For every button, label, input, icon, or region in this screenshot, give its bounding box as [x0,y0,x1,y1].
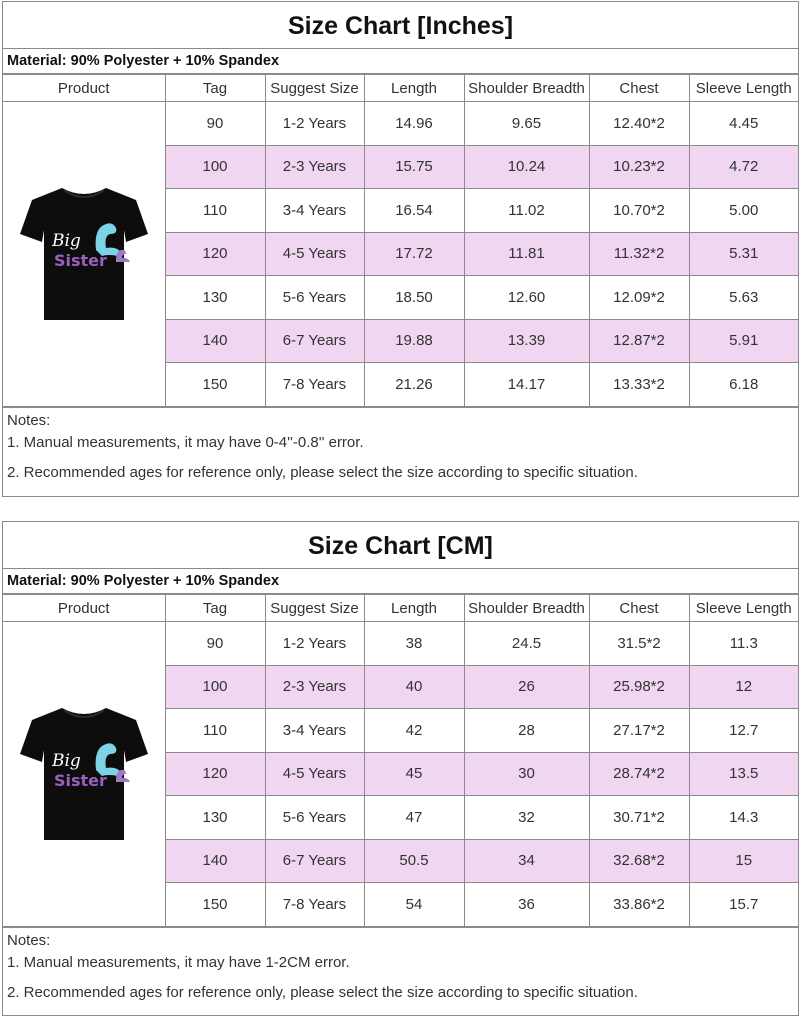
table-cell: 3-4 Years [265,189,364,233]
shirt-text-sister: Sister [53,250,107,270]
column-header: Product [3,595,165,622]
column-header: Tag [165,75,265,102]
table-cell: 13.39 [464,319,589,363]
table-cell: 10.70*2 [589,189,689,233]
table-cell: 12.87*2 [589,319,689,363]
table-cell: 5-6 Years [265,796,364,840]
table-cell: 13.5 [689,752,798,796]
material-info: Material: 90% Polyester + 10% Spandex [3,569,798,594]
table-cell: 21.26 [364,363,464,407]
note-item: 1. Manual measurements, it may have 1-2CM error. [7,953,350,971]
shirt-text-big: Big [51,750,81,771]
table-cell: 27.17*2 [589,709,689,753]
column-header: Length [364,595,464,622]
table-cell: 28 [464,709,589,753]
table-cell: 6-7 Years [265,839,364,883]
table-cell: 11.02 [464,189,589,233]
table-cell: 12.40*2 [589,102,689,146]
size-chart-cm [2,521,799,1016]
table-cell: 130 [165,276,265,320]
column-header: Suggest Size [265,75,364,102]
note-item: 2. Recommended ages for reference only, please select the size according to specific situation. [7,463,638,481]
table-cell: 31.5*2 [589,622,689,666]
shirt-text-big: Big [51,230,81,251]
table-cell: 47 [364,796,464,840]
column-header: Chest [589,75,689,102]
table-cell: 25.98*2 [589,665,689,709]
table-cell: 5.00 [689,189,798,233]
table-cell: 150 [165,363,265,407]
table-cell: 13.33*2 [589,363,689,407]
table-cell: 32.68*2 [589,839,689,883]
table-cell: 36 [464,883,589,927]
table-cell: 5.31 [689,232,798,276]
table-cell: 110 [165,189,265,233]
table-cell: 16.54 [364,189,464,233]
table-cell: 54 [364,883,464,927]
note-item: 1. Manual measurements, it may have 0-4''-0.8'' error. [7,433,364,451]
shirt-text-sister: Sister [53,770,107,790]
table-cell: 33.86*2 [589,883,689,927]
table-cell: 45 [364,752,464,796]
table-cell: 6-7 Years [265,319,364,363]
table-cell: 14.3 [689,796,798,840]
table-cell: 15.7 [689,883,798,927]
table-cell: 24.5 [464,622,589,666]
table-cell: 100 [165,665,265,709]
table-cell: 14.96 [364,102,464,146]
column-header: Shoulder Breadth [464,595,589,622]
table-cell: 90 [165,102,265,146]
table-cell: 18.50 [364,276,464,320]
table-header-row [3,595,798,622]
table-cell: 12 [689,665,798,709]
table-cell: 120 [165,232,265,276]
table-cell: 26 [464,665,589,709]
product-image-cell [3,622,165,927]
table-cell: 12.60 [464,276,589,320]
table-cell: 38 [364,622,464,666]
table-cell: 28.74*2 [589,752,689,796]
table-cell: 5.63 [689,276,798,320]
table-cell: 140 [165,839,265,883]
table-cell: 5.91 [689,319,798,363]
table-cell: 11.81 [464,232,589,276]
notes-title: Notes: [7,931,51,949]
table-cell: 7-8 Years [265,363,364,407]
column-header: Sleeve Length [689,75,798,102]
table-header-row [3,75,798,102]
table-cell: 30.71*2 [589,796,689,840]
table-cell: 1-2 Years [265,622,364,666]
column-header: Sleeve Length [689,595,798,622]
table-cell: 10.23*2 [589,145,689,189]
column-header: Shoulder Breadth [464,75,589,102]
table-cell: 11.32*2 [589,232,689,276]
table-cell: 9.65 [464,102,589,146]
column-header: Length [364,75,464,102]
table-cell: 11.3 [689,622,798,666]
table-cell: 90 [165,622,265,666]
tshirt-image [18,184,150,324]
table-cell: 120 [165,752,265,796]
size-chart-inches [2,1,799,497]
column-header: Tag [165,595,265,622]
table-cell: 14.17 [464,363,589,407]
size-table [3,74,798,407]
table-cell: 2-3 Years [265,145,364,189]
table-cell: 100 [165,145,265,189]
note-item: 2. Recommended ages for reference only, please select the size according to specific situation. [7,983,638,1001]
table-cell: 40 [364,665,464,709]
material-info: Material: 90% Polyester + 10% Spandex [3,49,798,74]
table-cell: 12.09*2 [589,276,689,320]
table-cell: 12.7 [689,709,798,753]
table-cell: 42 [364,709,464,753]
table-cell: 15 [689,839,798,883]
tshirt-image [18,704,150,844]
notes-section [3,927,798,1014]
table-cell: 4-5 Years [265,752,364,796]
table-cell: 5-6 Years [265,276,364,320]
table-cell: 34 [464,839,589,883]
table-cell: 2-3 Years [265,665,364,709]
product-image-cell [3,102,165,407]
table-cell: 50.5 [364,839,464,883]
table-cell: 32 [464,796,589,840]
table-row [3,102,798,146]
table-cell: 110 [165,709,265,753]
table-cell: 30 [464,752,589,796]
table-cell: 19.88 [364,319,464,363]
table-cell: 4-5 Years [265,232,364,276]
table-cell: 15.75 [364,145,464,189]
column-header: Product [3,75,165,102]
table-cell: 7-8 Years [265,883,364,927]
table-cell: 17.72 [364,232,464,276]
column-header: Chest [589,595,689,622]
table-cell: 130 [165,796,265,840]
table-cell: 140 [165,319,265,363]
table-cell: 150 [165,883,265,927]
column-header: Suggest Size [265,595,364,622]
table-cell: 3-4 Years [265,709,364,753]
table-cell: 1-2 Years [265,102,364,146]
notes-section [3,407,798,494]
chart-title: Size Chart [Inches] [3,2,798,49]
table-cell: 10.24 [464,145,589,189]
table-cell: 6.18 [689,363,798,407]
notes-title: Notes: [7,411,51,429]
table-row [3,622,798,666]
size-table [3,594,798,927]
table-cell: 4.72 [689,145,798,189]
chart-title: Size Chart [CM] [3,522,798,569]
table-cell: 4.45 [689,102,798,146]
